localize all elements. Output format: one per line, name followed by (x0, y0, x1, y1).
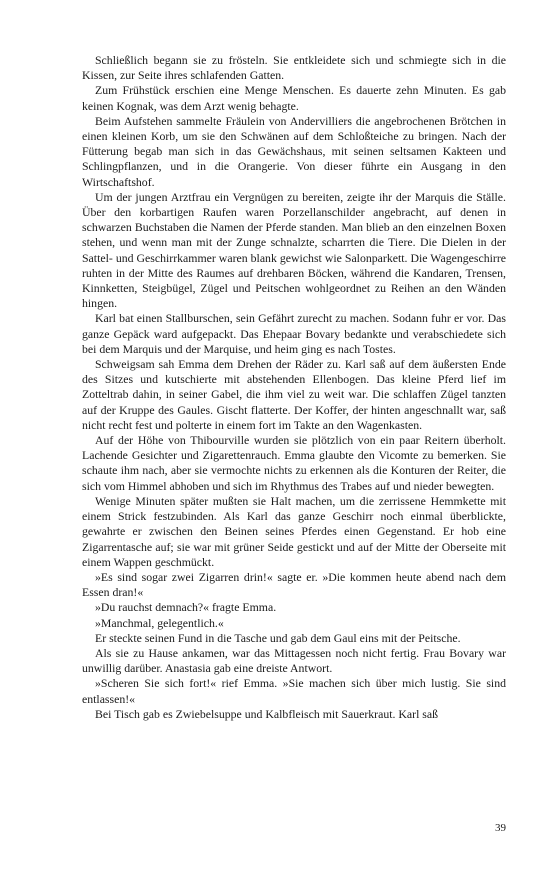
paragraph: Er steckte seinen Fund in die Tasche und gab dem Gaul eins mit der Peitsche. (95, 630, 461, 645)
paragraph: »Es sind sogar zwei Zigarren drin!« sagte er. »Die kommen heute abend nach dem Essen dran!« (82, 569, 506, 600)
paragraph: »Du rauchst demnach?« fragte Emma. (95, 600, 277, 615)
paragraph: Wenige Minuten später mußten sie Halt machen, um die zerrissene Hemmkette mit einem Strick festzubinden. Als Karl das ganze Geschirr noch einmal überblickte, gewahrte er zwischen den Beinen seines Pferdes einen Gegenstand. Er hob eine Zigarrentasche auf; sie war mit grüner Seide gestickt und auf der Mitte der Oberseite mit einem Wappen geschmückt. (82, 493, 506, 569)
paragraph: Schweigsam sah Emma dem Drehen der Räder zu. Karl saß auf dem äußersten Ende des Sitzes und kutschierte mit abstehenden Ellenbogen. Das kleine Pferd lief im Zotteltrab dahin, in seiner Gabel, die ihm viel zu weit war. Die schlaffen Zügel tanzten auf der Kruppe des Gaules. Gischt flatterte. Der Koffer, der hinten angeschnallt war, saß nicht recht fest und polterte in einem fort im Takte an den Wagenkasten. (82, 357, 506, 432)
paragraph: Karl bat einen Stallburschen, sein Gefährt zurecht zu machen. Sodann fuhr er vor. Das ganze Gepäck ward aufgepackt. Das Ehepaar Bovary bedankte und verabschiedete sich bei dem Marquis und der Marquise, und heim ging es nach Tostes. (82, 311, 506, 356)
paragraph: Auf der Höhe von Thibourville wurden sie plötzlich von ein paar Reitern überholt. Lachende Gesichter und Zigarettenrauch. Emma glaubte den Vicomte zu bemerken. Sie schaute ihm nach, aber sie vermochte nichts zu erkennen als die Konturen der Reiter, die sich vom Himmel abhoben und sich im Rhythmus des Trabes auf und nieder bewegten. (82, 433, 506, 493)
paragraph: Als sie zu Hause ankamen, war das Mittagessen noch nicht fertig. Frau Bovary war unwillig darüber. Anastasia gab eine dreiste Antwort. (82, 645, 506, 676)
paragraph: »Manchmal, gelegentlich.« (95, 615, 224, 630)
paragraph: Schließlich begann sie zu frösteln. Sie entkleidete sich und schmiegte sich in die Kissen, zur Seite ihres schlafenden Gatten. (82, 53, 506, 83)
paragraph: Bei Tisch gab es Zwiebelsuppe und Kalbfleisch mit Sauerkraut. Karl saß (95, 706, 439, 721)
paragraph: Um der jungen Arztfrau ein Vergnügen zu bereiten, zeigte ihr der Marquis die Ställe. Über den korbartigen Raufen waren Porzellanschilder angebracht, auf denen in schwarzen Buchstaben die Namen der Pferde standen. Man blieb an den einzelnen Boxen stehen, und wenn man mit der Zunge schnalzte, scharrten die Tiere. Die Dielen in der Sattel- und Geschirrkammer waren blank gewichst wie Salonparkett. Die Wagengeschirre ruhten in der Mitte des Raumes auf drehbaren Böcken, während die Kandaren, Trensen, Kinnketten, Steigbügel, Zügel und Peitschen wohlgeordnet zu Reihen an den Wänden hingen. (82, 189, 506, 311)
paragraph: »Scheren Sie sich fort!« rief Emma. »Sie machen sich über mich lustig. Sie sind entlassen!« (82, 676, 506, 706)
page-text-block (82, 53, 506, 722)
page-number: 39 (495, 822, 506, 834)
paragraph: Beim Aufstehen sammelte Fräulein von Andervilliers die angebrochenen Brötchen in einen kleinen Korb, um sie den Schwänen auf dem Schloßteiche zu bringen. Nach der Fütterung begab man sich in das Gewächshaus, mit seinen seltsamen Kakteen und Schlingpflanzen, und in die Orangerie. Von dieser führte ein Ausgang in den Wirtschaftshof. (82, 113, 506, 189)
paragraph: Zum Frühstück erschien eine Menge Menschen. Es dauerte zehn Minuten. Es gab keinen Kognak, was dem Arzt wenig behagte. (82, 83, 506, 113)
